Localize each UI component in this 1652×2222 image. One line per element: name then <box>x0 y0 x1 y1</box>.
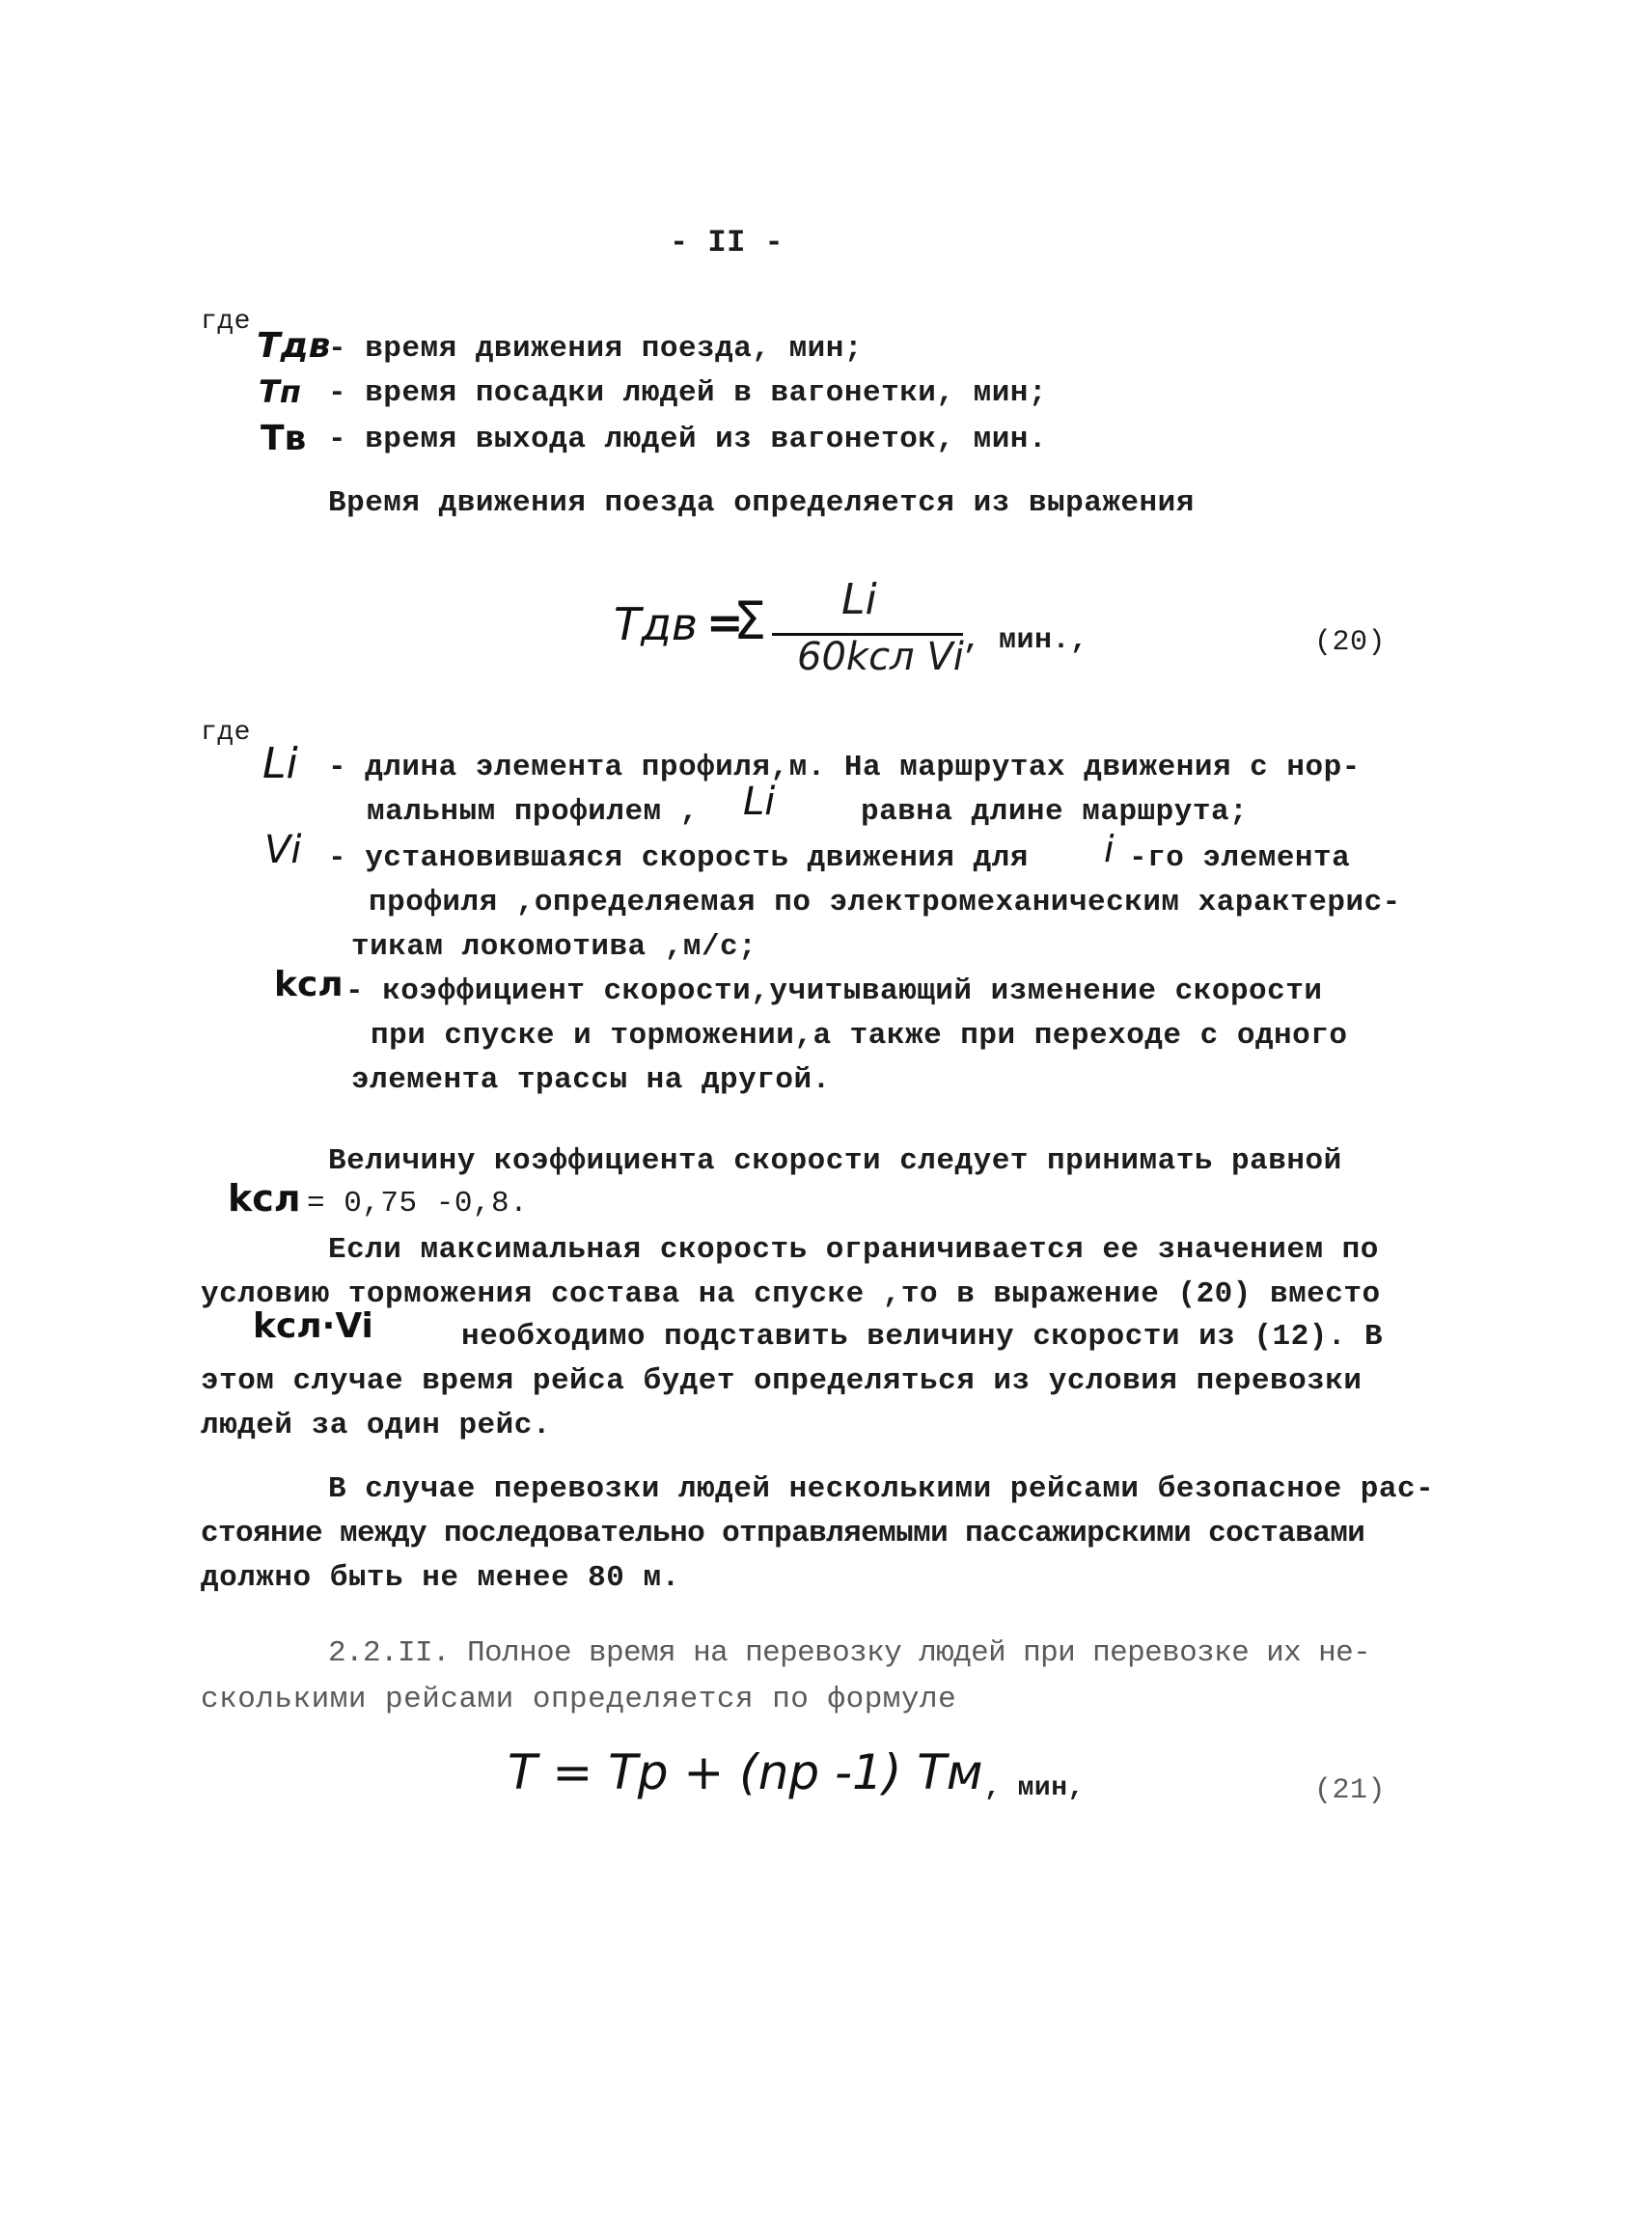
para-max-line5: людей за один рейс. <box>201 1409 551 1442</box>
formula-20-number: (20) <box>1314 626 1387 659</box>
formula-21-number: (21) <box>1314 1774 1387 1807</box>
symbol-tv: Tв <box>261 419 307 458</box>
def-vi-line1a: - установившаяся скорость движения для <box>328 841 1029 875</box>
para-max-line1: Если максимальная скорость ограничивается ее значением по <box>328 1233 1379 1267</box>
para-multi-line1: В случае перевозки людей несколькими рейсами безопасное рас- <box>328 1472 1435 1506</box>
symbol-tdv: Tдв <box>257 326 331 366</box>
page-number: - II - <box>670 225 785 261</box>
def-k-line3: элемента трассы на другой. <box>351 1063 831 1097</box>
para-max-line3: необходимо подставить величину скорости из (12). В <box>461 1320 1384 1354</box>
para-max-symbol: kсл·Vi <box>253 1306 373 1346</box>
def-li-line1: - длина элемента профиля,м. На маршрутах движения с нор- <box>328 751 1361 784</box>
def-vi-line1b: -го элемента <box>1129 841 1351 875</box>
para-max-line4: этом случае время рейса будет определяться из условия перевозки <box>201 1364 1363 1398</box>
formula-20-numerator: Li <box>841 575 877 624</box>
def-tdv: - время движения поезда, мин; <box>328 332 863 366</box>
symbol-li: Li <box>262 739 298 788</box>
def-li-line2b: равна длине маршрута; <box>861 795 1249 829</box>
symbol-vi: Vi <box>264 828 302 872</box>
def-li-line2a: мальным профилем , <box>367 795 699 829</box>
def-tp: - время посадки людей в вагонетки, мин; <box>328 376 1048 410</box>
def-tv: - время выхода людей из вагонеток, мин. <box>328 423 1048 456</box>
formula-21-expression: T = Tр + (nр -1) Tм <box>508 1744 983 1800</box>
def-vi-line2: профиля ,определяемая по электромеханическим характерис- <box>369 886 1401 919</box>
symbol-li-inline: Li <box>743 780 776 824</box>
para-max-line2: условию торможения состава на спуске ,то в выражение (20) вместо <box>201 1277 1381 1311</box>
para-multi-line3: должно быть не менее 80 м. <box>201 1561 680 1595</box>
symbol-ksl: kсл <box>274 965 344 1004</box>
formula-20-denominator: 60kсл Vi <box>797 635 964 679</box>
formula-20-sum: Σ <box>733 590 767 651</box>
para-multi-line2: стояние между последовательно отправляемыми пассажирскими составами <box>201 1517 1365 1550</box>
intro-formula-20: Время движения поезда определяется из выражения <box>328 486 1195 520</box>
where-label-2: где <box>201 718 251 748</box>
formula-20-fraction <box>772 575 965 681</box>
coef-line2: = 0,75 -0,8. <box>307 1187 529 1221</box>
formula-20-eq: = <box>706 596 744 648</box>
coef-symbol: kсл <box>228 1177 301 1220</box>
para-2211-line1: 2.2.II. Полное время на перевозку людей при перевозке их не- <box>328 1636 1371 1670</box>
para-2211-line2: сколькими рейсами определяется по формуле <box>201 1683 957 1716</box>
def-k-line1: - коэффициент скорости,учитывающий изменение скорости <box>345 974 1323 1008</box>
formula-21-unit: , мин, <box>984 1773 1085 1803</box>
formula-20-lhs: Tдв <box>614 598 699 650</box>
symbol-i-inline: i <box>1104 828 1115 870</box>
formula-20-unit: , мин., <box>963 624 1088 657</box>
symbol-tp: Tп <box>259 373 301 410</box>
where-label: где <box>201 307 251 337</box>
def-k-line2: при спуске и торможении,а также при переходе с одного <box>371 1019 1348 1053</box>
coef-line1: Величину коэффициента скорости следует принимать равной <box>328 1144 1342 1178</box>
def-vi-line3: тикам локомотива ,м/с; <box>351 930 757 964</box>
